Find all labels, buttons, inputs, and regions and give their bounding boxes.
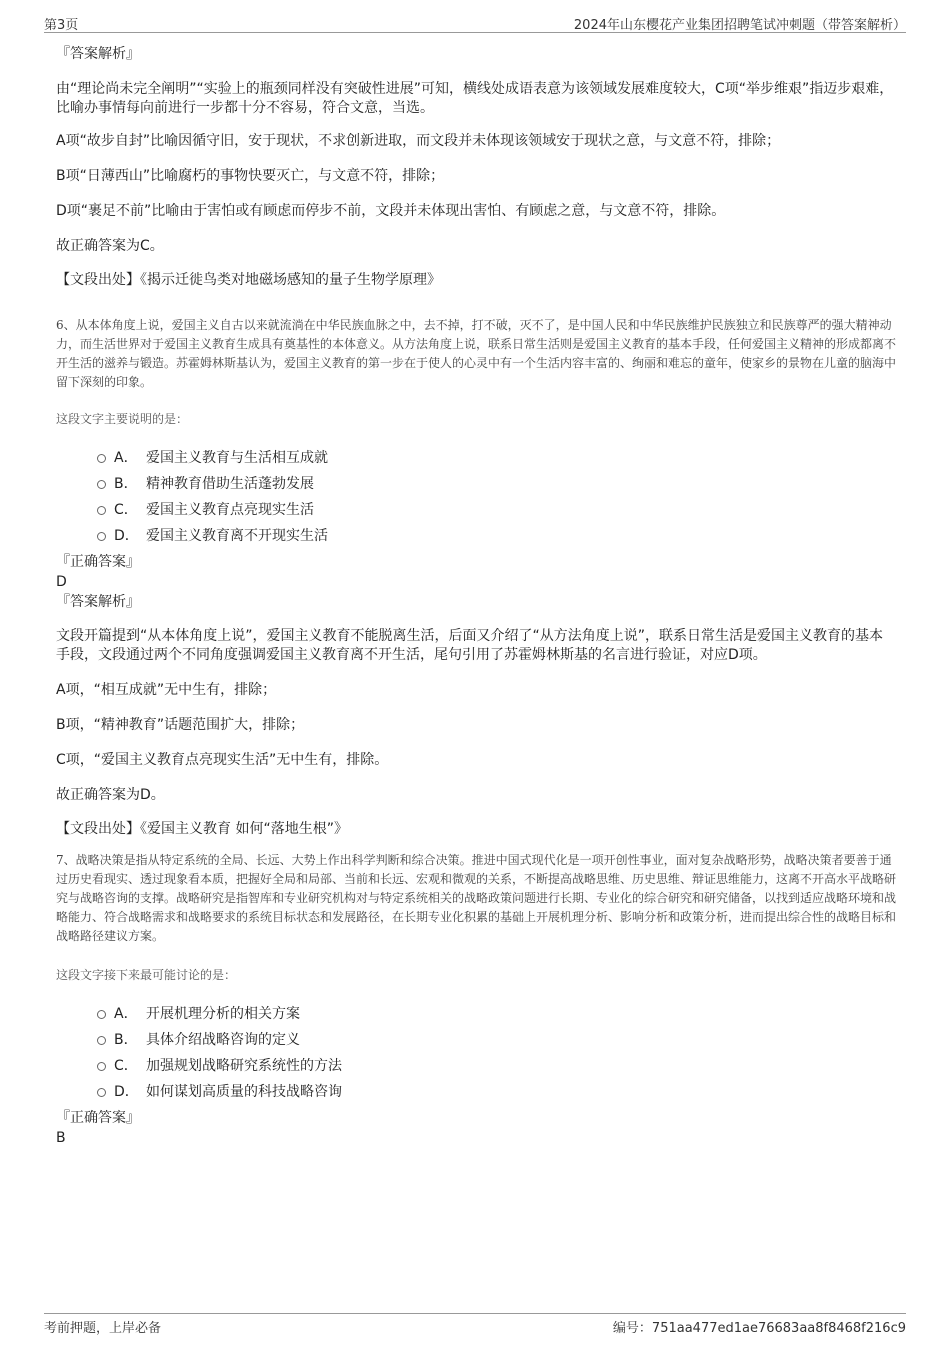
q6-explanation-3: B项，“精神教育”话题范围扩大，排除；	[56, 717, 305, 733]
q7-option-b[interactable]	[56, 1030, 896, 1056]
q7-option-a[interactable]	[56, 1004, 896, 1030]
q7-answer-label: 『正确答案』	[56, 1110, 140, 1126]
option-letter: B．	[114, 1032, 138, 1048]
q5-explanation-3: B项“日薄西山”比喻腐朽的事物快要灭亡，与文意不符，排除；	[56, 168, 445, 184]
q7-option-c[interactable]	[56, 1056, 896, 1082]
question-6	[56, 316, 896, 839]
option-text: 精神教育借助生活蓬勃发展	[146, 476, 314, 492]
q5-explanation-1: 由“理论尚未完全阐明”“实验上的瓶颈同样没有突破性进展”可知，横线处成语表意为该领域发展难度较大，C项“举步维艰”指迈步艰难，比喻办事情每向前进行一步都十分不容易，符合文意，当选。	[56, 81, 894, 116]
q6-source: 【文段出处】《爱国主义教育 如何“落地生根”》	[56, 821, 348, 837]
footer-code	[613, 1317, 906, 1336]
q6-option-c[interactable]	[56, 500, 896, 526]
q6-answer: D	[56, 574, 67, 590]
page-footer	[44, 1313, 906, 1336]
footer-code-value: 751aa477ed1ae76683aa8f8468f216c9	[651, 1321, 906, 1336]
q6-explanation-2: A项，“相互成就”无中生有，排除；	[56, 682, 277, 698]
q6-prompt: 这段文字主要说明的是：	[56, 412, 189, 426]
option-letter: D．	[114, 528, 139, 544]
radio-button[interactable]	[97, 1062, 106, 1071]
q7-prompt: 这段文字接下来最可能讨论的是：	[56, 968, 237, 982]
option-letter: C．	[114, 502, 138, 518]
q6-options	[56, 448, 896, 552]
option-text: 爱国主义教育离不开现实生活	[146, 528, 328, 544]
q5-analysis-label: 『答案解析』	[56, 46, 140, 62]
option-letter: C．	[114, 1058, 138, 1074]
option-letter: A．	[114, 1006, 138, 1022]
q7-option-d[interactable]	[56, 1082, 896, 1108]
radio-button[interactable]	[97, 454, 106, 463]
q7-options	[56, 1004, 896, 1108]
q5-source: 【文段出处】《揭示迁徙鸟类对地磁场感知的量子生物学原理》	[56, 272, 441, 288]
radio-button[interactable]	[97, 506, 106, 515]
q7-stem: 7、战略决策是指从特定系统的全局、长远、大势上作出科学判断和综合决策。推进中国式现代化是一项开创性事业，面对复杂战略形势，战略决策者要善于通过历史看现实、透过现象看本质，把握好全局和局部、当前和长远、宏观和微观的关系，不断提高战略思维、历史思维、辩证思维能力，这离不开高水平战略研究与战略咨询的支撑。战略研究是指智库和专业研究机构对与特定系统相关的战略政策问题进行长期、专业化的综合研究和研究储备，以找到适应战略环境和战略能力、符合战略需求和战略要求的系统目标状态和发展路径，在长期专业化积累的基础上开展机理分析、影响分析和政策分析，进而提出综合性的战略目标和战略路径建议方案。	[56, 853, 897, 943]
q6-stem: 6、从本体角度上说，爱国主义自古以来就流淌在中华民族血脉之中，去不掉，打不破，灭不了，是中国人民和中华民族维护民族独立和民族尊严的强大精神动力，而生活世界对于爱国主义教育生成具有奠基性的本体意义。从方法角度上说，联系日常生活则是爱国主义教育的基本手段，任何爱国主义精神的形成都离不开生活的滋养与锻造。苏霍姆林斯基认为，爱国主义教育的第一步在于使人的心灵中有一个生活内容丰富的、绚丽和难忘的童年，使家乡的景物在儿童的脑海中留下深刻的印象。	[56, 318, 897, 389]
q6-answer-label: 『正确答案』	[56, 554, 140, 570]
q6-explanation-1: 文段开篇提到“从本体角度上说”，爱国主义教育不能脱离生活，后面又介绍了“从方法角度上说”，联系日常生活是爱国主义教育的基本手段，文段通过两个不同角度强调爱国主义教育离不开生活，尾句引用了苏霍姆林斯基的名言进行验证，对应D项。	[56, 628, 884, 663]
radio-button[interactable]	[97, 1088, 106, 1097]
q6-analysis-label: 『答案解析』	[56, 594, 140, 610]
radio-button[interactable]	[97, 1010, 106, 1019]
option-letter: D．	[114, 1084, 139, 1100]
q6-option-d[interactable]	[56, 526, 896, 552]
document-title: 2024年山东樱花产业集团招聘笔试冲刺题（带答案解析）	[573, 18, 906, 33]
q6-option-b[interactable]	[56, 474, 896, 500]
page-number: 第3页	[44, 18, 79, 33]
q5-explanation-4: D项“裹足不前”比喻由于害怕或有顾虑而停步不前，文段并未体现出害怕、有顾虑之意，与文意不符，排除。	[56, 203, 726, 219]
q5-explanation-2: A项“故步自封”比喻因循守旧，安于现状，不求创新进取，而文段并未体现该领域安于现状之意，与文意不符，排除；	[56, 133, 781, 149]
radio-button[interactable]	[97, 1036, 106, 1045]
option-text: 加强规划战略研究系统性的方法	[146, 1058, 342, 1074]
q5-analysis-block	[56, 44, 896, 290]
q7-answer: B	[56, 1130, 66, 1146]
option-text: 开展机理分析的相关方案	[146, 1006, 300, 1022]
option-letter: B．	[114, 476, 138, 492]
footer-code-label: 编号：	[612, 1321, 652, 1336]
radio-button[interactable]	[97, 532, 106, 541]
page-header	[44, 10, 906, 33]
option-text: 爱国主义教育点亮现实生活	[146, 502, 314, 518]
q6-explanation-5: 故正确答案为D。	[56, 787, 165, 803]
option-letter: A．	[114, 450, 138, 466]
page-content	[56, 44, 896, 1148]
footer-slogan: 考前押题，上岸必备	[44, 1321, 162, 1336]
option-text: 具体介绍战略咨询的定义	[146, 1032, 300, 1048]
q5-explanation-5: 故正确答案为C。	[56, 238, 164, 254]
q6-option-a[interactable]	[56, 448, 896, 474]
option-text: 如何谋划高质量的科技战略咨询	[146, 1084, 342, 1100]
radio-button[interactable]	[97, 480, 106, 489]
question-7	[56, 851, 896, 1148]
option-text: 爱国主义教育与生活相互成就	[146, 450, 328, 466]
q6-explanation-4: C项，“爱国主义教育点亮现实生活”无中生有，排除。	[56, 752, 389, 768]
